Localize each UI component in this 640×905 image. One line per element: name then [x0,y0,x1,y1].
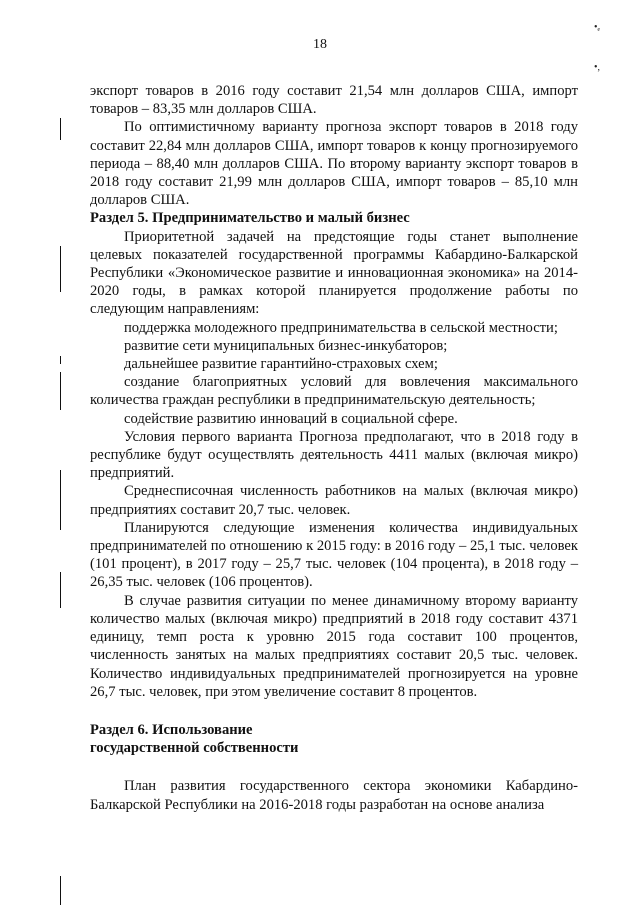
page-number: 18 [313,37,327,52]
margin-scan-line-4 [60,372,61,410]
section-5-heading: Раздел 5. Предпринимательство и малый бизнес [90,210,410,227]
paragraph-second-variant: В случае развития ситуации по менее динамичному второму варианту количество малых (включая микро) предприятий в 2018 году составит 4371 единицу, темп роста к уровню 2015 года составит 100 процентов, численность занятых на малых предприятиях составит 20,5 тыс. человек. Количество индивидуальных предпринимателей прогнозируется на уровне 26,7 тыс. человек, при этом увеличение составит 8 процентов. [90,592,578,700]
margin-scan-line-7 [60,876,61,905]
list-item-youth-entrepreneurship: поддержка молодежного предпринимательства в сельской местности; [124,319,558,336]
margin-scan-line-3 [60,356,61,364]
corner-mark-bottom: •, [594,62,601,73]
list-item-innovation-support: содействие развитию инноваций в социальной сфере. [124,410,458,427]
paragraph-optimistic-forecast: По оптимистичному варианту прогноза экспорт товаров в 2018 году составит 22,84 млн долларов США, импорт товаров к концу прогнозируемого периода – 88,40 млн долларов США. По второму варианту экспорт товаров в 2018 году составит 21,99 млн долларов США, импорт товаров – 85,10 млн долларов США. [90,119,578,209]
list-item-business-incubators: развитие сети муниципальных бизнес-инкубаторов; [124,337,448,354]
margin-scan-line-2 [60,246,61,292]
list-item-guarantee-schemes: дальнейшее развитие гарантийно-страховых схем; [124,356,438,373]
corner-mark-top: •ₑ [594,22,601,33]
paragraph-entrepreneur-changes: Планируются следующие изменения количества индивидуальных предпринимателей по отношению к 2015 году: в 2016 году – 25,1 тыс. человек (101 процент), в 2017 году – 25,7 тыс. человек (104 процента), в 2018 году –26,35 тыс. человек (106 процентов). [90,519,578,591]
paragraph-employee-count: Среднесписочная численность работников на малых (включая микро) предприятиях составит 20,7 тыс. человек. [90,483,578,518]
paragraph-first-variant: Условия первого варианта Прогноза предполагают, что в 2018 году в республике будут осуществлять деятельность 4411 малых (включая микро) предприятий. [90,428,578,482]
margin-scan-line-1 [60,118,61,140]
section-6-heading-line-2: государственной собственности [90,740,299,757]
document-body [90,82,578,814]
section-6-heading-line-1: Раздел 6. Использование [90,721,253,738]
margin-scan-line-6 [60,572,61,608]
margin-scan-line-5 [60,470,61,530]
paragraph-export-2016: экспорт товаров в 2016 году составит 21,54 млн долларов США, импорт товаров – 83,35 млн долларов США. [90,83,578,118]
paragraph-state-sector-plan: План развития государственного сектора экономики Кабардино-Балкарской Республики на 2016-2018 годы разработан на основе анализа [90,778,578,813]
list-item-favorable-conditions: создание благоприятных условий для вовлечения максимального количества граждан республики в предпринимательскую деятельность; [90,374,578,409]
paragraph-priority-task: Приоритетной задачей на предстоящие годы станет выполнение целевых показателей государственной программы Кабардино-Балкарской Республики «Экономическое развитие и инновационная экономика» на 2014-2020 годы, в рамках которой планируется продолжение работы по следующим направлениям: [90,228,578,318]
